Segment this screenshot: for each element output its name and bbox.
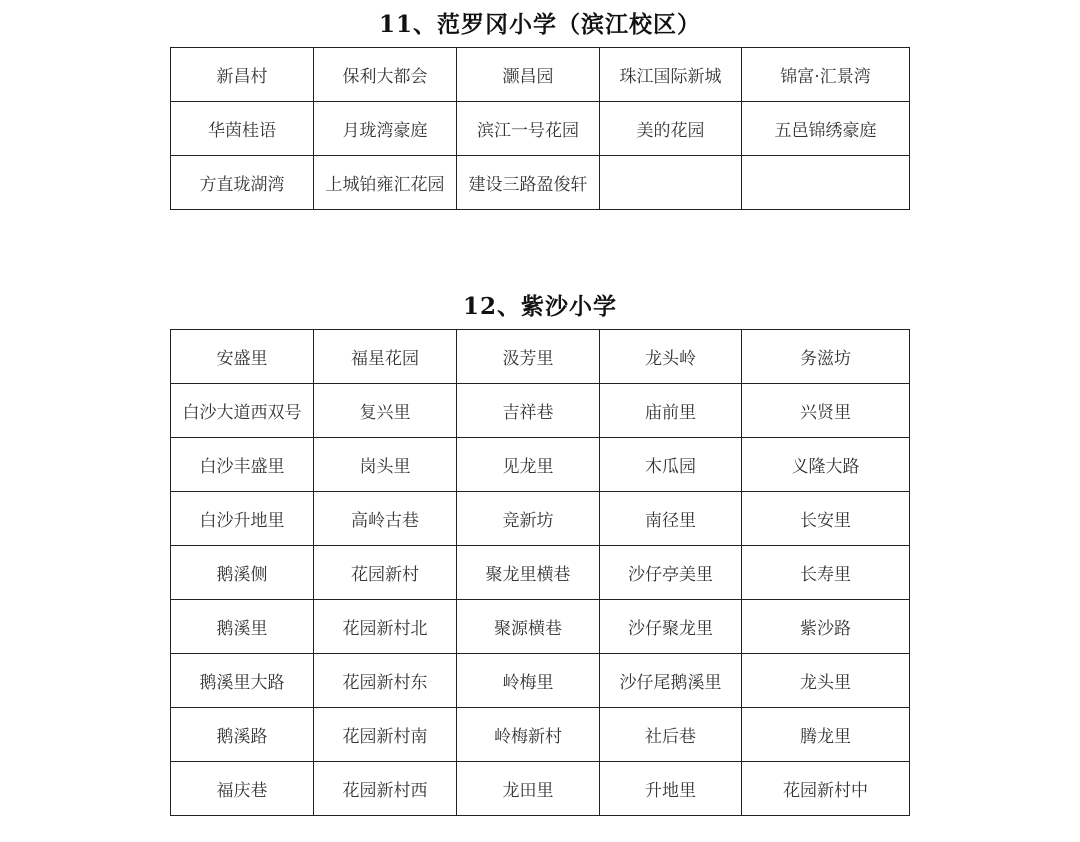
table-cell: 安盛里 [171,330,314,384]
table-cell: 龙田里 [457,762,600,816]
table-cell: 福庆巷 [171,762,314,816]
table-cell: 长安里 [742,492,910,546]
table-cell: 庙前里 [600,384,742,438]
section-title-12: 12、紫沙小学 [462,293,617,320]
table-cell: 上城铂雍汇花园 [314,156,457,210]
table-cell: 滨江一号花园 [457,102,600,156]
table-cell: 长寿里 [742,546,910,600]
table-row [171,330,910,384]
table-cell: 岭梅里 [457,654,600,708]
table-cell: 建设三路盈俊轩 [457,156,600,210]
table-cell: 华茵桂语 [171,102,314,156]
table-cell: 务滋坊 [742,330,910,384]
school-zone-table-12 [170,329,910,816]
table-cell: 新昌村 [171,48,314,102]
table-cell: 腾龙里 [742,708,910,762]
table-cell: 聚龙里横巷 [457,546,600,600]
table-cell: 木瓜园 [600,438,742,492]
table-cell: 灏昌园 [457,48,600,102]
table-row [171,384,910,438]
table-cell: 五邑锦绣豪庭 [742,102,910,156]
table-cell: 龙头岭 [600,330,742,384]
table-cell [600,156,742,210]
table-cell: 美的花园 [600,102,742,156]
table-cell: 兴贤里 [742,384,910,438]
table-cell: 白沙升地里 [171,492,314,546]
table-row [171,600,910,654]
table-cell: 鹅溪里 [171,600,314,654]
school-zone-table-11 [170,47,910,210]
table-cell: 福星花园 [314,330,457,384]
table-row [171,546,910,600]
table-cell: 见龙里 [457,438,600,492]
table-row [171,102,910,156]
table-cell: 聚源横巷 [457,600,600,654]
table-cell: 社后巷 [600,708,742,762]
table-cell: 汲芳里 [457,330,600,384]
table-cell: 升地里 [600,762,742,816]
table-cell: 花园新村中 [742,762,910,816]
table-cell: 保利大都会 [314,48,457,102]
table-cell: 月珑湾豪庭 [314,102,457,156]
table-cell: 鹅溪路 [171,708,314,762]
table-row [171,492,910,546]
table-cell: 沙仔聚龙里 [600,600,742,654]
table-cell: 龙头里 [742,654,910,708]
table-row [171,156,910,210]
table-cell: 白沙丰盛里 [171,438,314,492]
table-row [171,654,910,708]
section-title-11: 11、范罗冈小学（滨江校区） [378,11,701,38]
table-row [171,438,910,492]
table-cell: 高岭古巷 [314,492,457,546]
table-cell: 珠江国际新城 [600,48,742,102]
table-row [171,708,910,762]
table-cell: 花园新村西 [314,762,457,816]
table-cell: 吉祥巷 [457,384,600,438]
table-cell: 岭梅新村 [457,708,600,762]
table-cell: 南径里 [600,492,742,546]
table-cell: 锦富·汇景湾 [742,48,910,102]
table-cell [742,156,910,210]
table-cell: 复兴里 [314,384,457,438]
table-cell: 花园新村东 [314,654,457,708]
table-cell: 岗头里 [314,438,457,492]
table-row [171,48,910,102]
table-cell: 鹅溪侧 [171,546,314,600]
table-cell: 义隆大路 [742,438,910,492]
table-cell: 竞新坊 [457,492,600,546]
table-cell: 鹅溪里大路 [171,654,314,708]
table-cell: 沙仔尾鹅溪里 [600,654,742,708]
table-cell: 花园新村北 [314,600,457,654]
table-cell: 沙仔亭美里 [600,546,742,600]
table-cell: 花园新村 [314,546,457,600]
table-row [171,762,910,816]
table-cell: 花园新村南 [314,708,457,762]
table-cell: 方直珑湖湾 [171,156,314,210]
table-cell: 白沙大道西双号 [171,384,314,438]
table-cell: 紫沙路 [742,600,910,654]
